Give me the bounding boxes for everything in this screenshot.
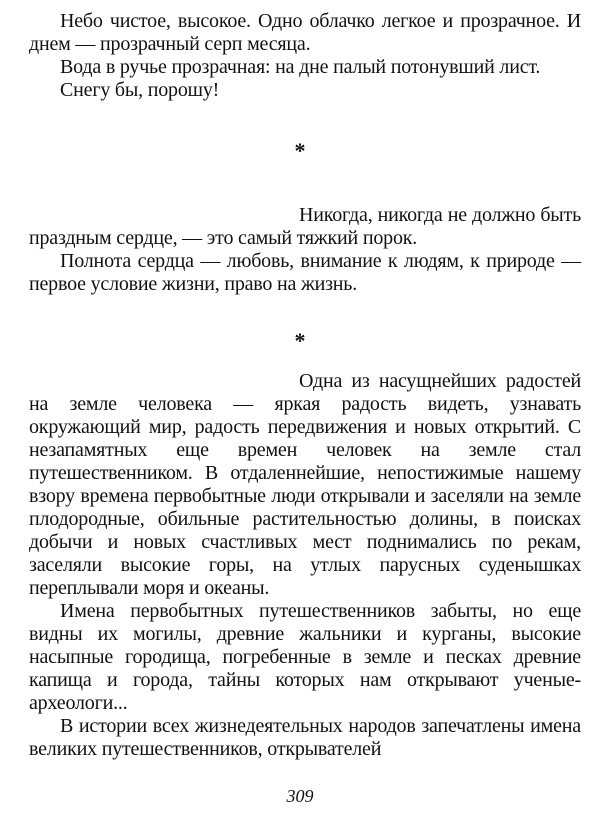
section-separator: * [294,328,306,353]
section-separator: * [294,138,306,163]
paragraph: Имена первобытных путешественников забыты, но еще видны их могилы, древние жальники и курганы, высокие насыпные городища, погребенные в земле и песках древние капища и города, тайны которых нам открывают ученые-археологи... [29,600,581,714]
section-2 [29,204,581,296]
section-1 [29,10,581,102]
paragraph: Небо чистое, высокое. Одно облачко легкое и прозрачное. И днем — прозрачный серп месяца. [29,10,581,55]
paragraph: Никогда, никогда не должно быть праздным сердце, — это самый тяжкий порок. [29,204,581,249]
paragraph: Полнота сердца — любовь, внимание к людям, к природе — первое условие жизни, право на жизнь. [29,250,581,295]
paragraph: Одна из насущнейших радостей на земле человека — яркая радость видеть, узнавать окружающий мир, радость передвижения и новых открытий. С незапамятных еще времен человек на земле стал путешественником. В отдаленнейшие, непостижимые нашему взору времена первобытные люди открывали и заселяли на земле плодородные, обильные растительностью долины, в поисках добычи и новых счастливых мест поднимались по рекам, заселяли высокие горы, на утлых парусных суденышках переплывали моря и океаны. [29,370,581,599]
paragraph: Вода в ручье прозрачная: на дне палый потонувший лист. [60,56,541,78]
page-number: 309 [286,786,314,806]
paragraph: Снегу бы, порошу! [60,79,220,101]
section-3 [29,370,581,761]
paragraph: В истории всех жизнедеятельных народов запечатлены имена великих путешественников, открывателей [29,715,581,760]
